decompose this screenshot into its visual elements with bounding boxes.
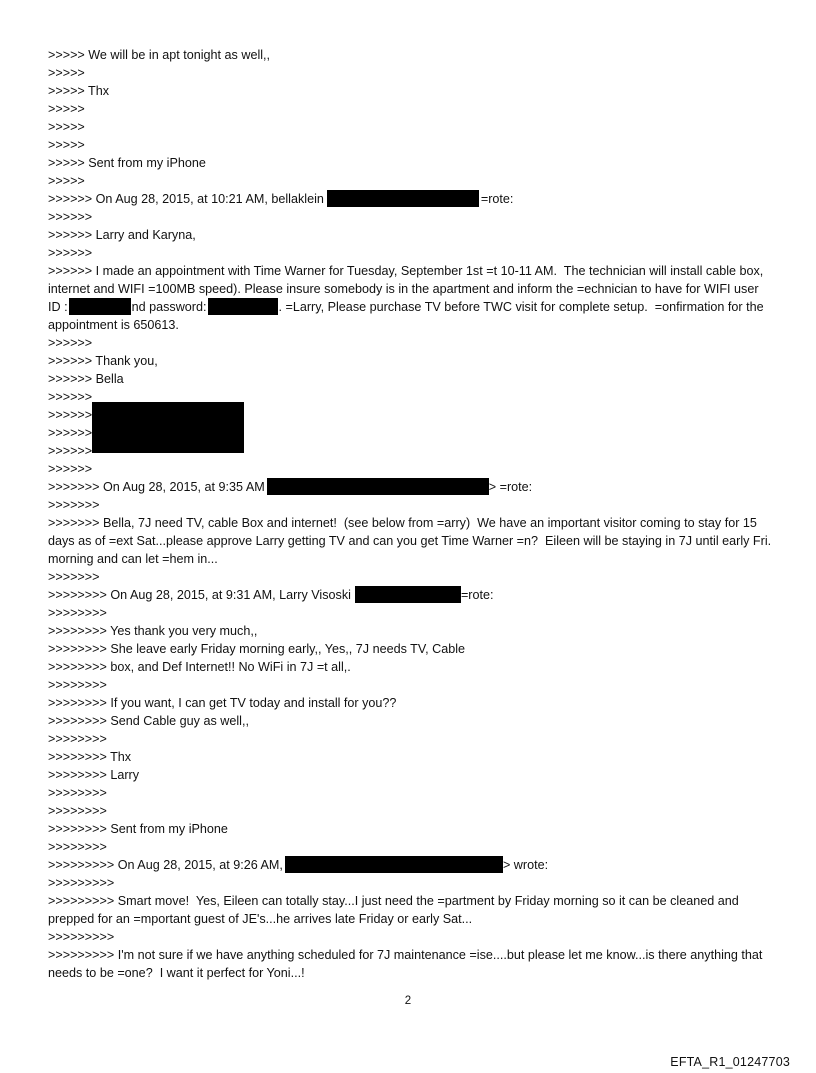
page-number: 2 [404, 995, 412, 1007]
quote-marker-line: >>>>>>>> [48, 804, 107, 818]
quote-marker-line: >>>>>> [48, 444, 93, 458]
smart-move-paragraph: >>>>>>>>> Smart move! Yes, Eileen can totally stay...I just need the =partment by Friday morning so it can be cleaned and prepped for an =mportant guest of JE's...he arrives late Friday or early Sat... [48, 894, 743, 926]
quoted-line: >>>>>>>> If you want, I can get TV today and install for you?? [48, 696, 397, 710]
quote-marker-line: >>>>>>>> [48, 786, 107, 800]
quote-marker-line: >>>>>>>>> [48, 930, 115, 944]
document-id: EFTA_R1_01247703 [670, 1055, 790, 1069]
quote-marker-line: >>>>>> [48, 336, 93, 350]
quoted-line: >>>>>>>> She leave early Friday morning early,, Yes,, 7J needs TV, Cable [48, 642, 466, 656]
quote-marker-line: >>>>>> [48, 426, 93, 440]
redaction-bar [69, 298, 131, 315]
redaction-block [92, 402, 244, 453]
quote-marker-line: >>>>>>>> [48, 678, 107, 692]
quoted-line: >>>>>> Bella [48, 372, 124, 386]
quoted-line: >>>>> Thx [48, 84, 110, 98]
quote-marker-line: >>>>>> [48, 462, 93, 476]
reply-header-suffix: > =rote: [488, 480, 533, 494]
quote-marker-line: >>>>>>> [48, 570, 100, 584]
redaction-bar [327, 190, 479, 207]
quoted-line: >>>>>>>> Send Cable guy as well,, [48, 714, 249, 728]
reply-header-text: >>>>>>> On Aug 28, 2015, at 9:35 AM [48, 480, 265, 494]
reply-header-text: >>>>>> On Aug 28, 2015, at 10:21 AM, bellaklein [48, 192, 324, 206]
reply-header-926 [48, 856, 772, 874]
quote-marker-line: >>>>>>> [48, 498, 100, 512]
quote-marker-line: >>>>>>>> [48, 732, 107, 746]
quote-marker-line: >>>>>>>> [48, 840, 107, 854]
reply-header-text: >>>>>>>> On Aug 28, 2015, at 9:31 AM, Larry Visoski [48, 588, 351, 602]
redaction-bar [267, 478, 489, 495]
quoted-line: >>>>>> Larry and Karyna, [48, 228, 196, 242]
reply-header-suffix: > wrote: [502, 858, 549, 872]
redaction-bar [355, 586, 461, 603]
appointment-paragraph [48, 262, 772, 334]
quoted-line: >>>>>>>> Thx [48, 750, 132, 764]
reply-header-bella [48, 190, 772, 208]
paragraph-text: . =Larry, Please purchase TV before TWC visit for complete setup. =onfirmation for the appointment is 650613. [48, 300, 768, 332]
quote-marker-line: >>>>>>>> [48, 606, 107, 620]
reply-header-larry [48, 586, 772, 604]
quote-marker-line: >>>>> [48, 66, 85, 80]
quote-marker-line: >>>>>> [48, 390, 93, 404]
reply-header-935 [48, 478, 772, 496]
quote-marker-line: >>>>>> [48, 210, 93, 224]
quoted-line: >>>>>>>> box, and Def Internet!! No WiFi in 7J =t all,. [48, 660, 351, 674]
quoted-line: >>>>>>>> Sent from my iPhone [48, 822, 228, 836]
quote-marker-line: >>>>>>>>> [48, 876, 115, 890]
reply-header-text: >>>>>>>>> On Aug 28, 2015, at 9:26 AM, [48, 858, 283, 872]
quote-marker-line: >>>>>> [48, 408, 93, 422]
quoted-line: >>>>>> Thank you, [48, 354, 158, 368]
redaction-bar [285, 856, 503, 873]
quoted-line: >>>>>>>> Larry [48, 768, 140, 782]
reply-header-suffix: =rote: [460, 588, 494, 602]
quote-marker-line: >>>>> [48, 120, 85, 134]
redaction-bar [208, 298, 278, 315]
paragraph-text: >>>>>> I made an appointment with Time Warner for Tuesday, September 1st =t 10-11 AM. The technician will install cable box, internet and WIFI =100MB speed). Please insure somebody is in the apartment and inform the =echnician to have for WIFI user ID : [48, 264, 767, 314]
request-paragraph: >>>>>>> Bella, 7J need TV, cable Box and internet! (see below from =arry) We have an important visitor coming to stay for 15 days as of =ext Sat...please approve Larry getting TV and can you get Time Warner =n? Eileen will be staying in 7J until early Fri. morning and can let =hem in... [48, 516, 775, 566]
quote-marker-line: >>>>> [48, 102, 85, 116]
quoted-line: >>>>>>>> Yes thank you very much,, [48, 624, 258, 638]
quote-marker-line: >>>>> [48, 138, 85, 152]
reply-header-suffix: =rote: [480, 192, 514, 206]
email-thread-body [48, 46, 775, 982]
quote-marker-line: >>>>>> [48, 246, 93, 260]
paragraph-text: nd password: [131, 300, 207, 314]
quote-marker-line: >>>>> [48, 174, 85, 188]
maintenance-paragraph: >>>>>>>>> I'm not sure if we have anything scheduled for 7J maintenance =ise....but please let me know...is there anything that needs to be =one? I want it perfect for Yoni...! [48, 948, 766, 980]
quoted-line: >>>>> We will be in apt tonight as well,, [48, 48, 271, 62]
quoted-line: >>>>> Sent from my iPhone [48, 156, 206, 170]
